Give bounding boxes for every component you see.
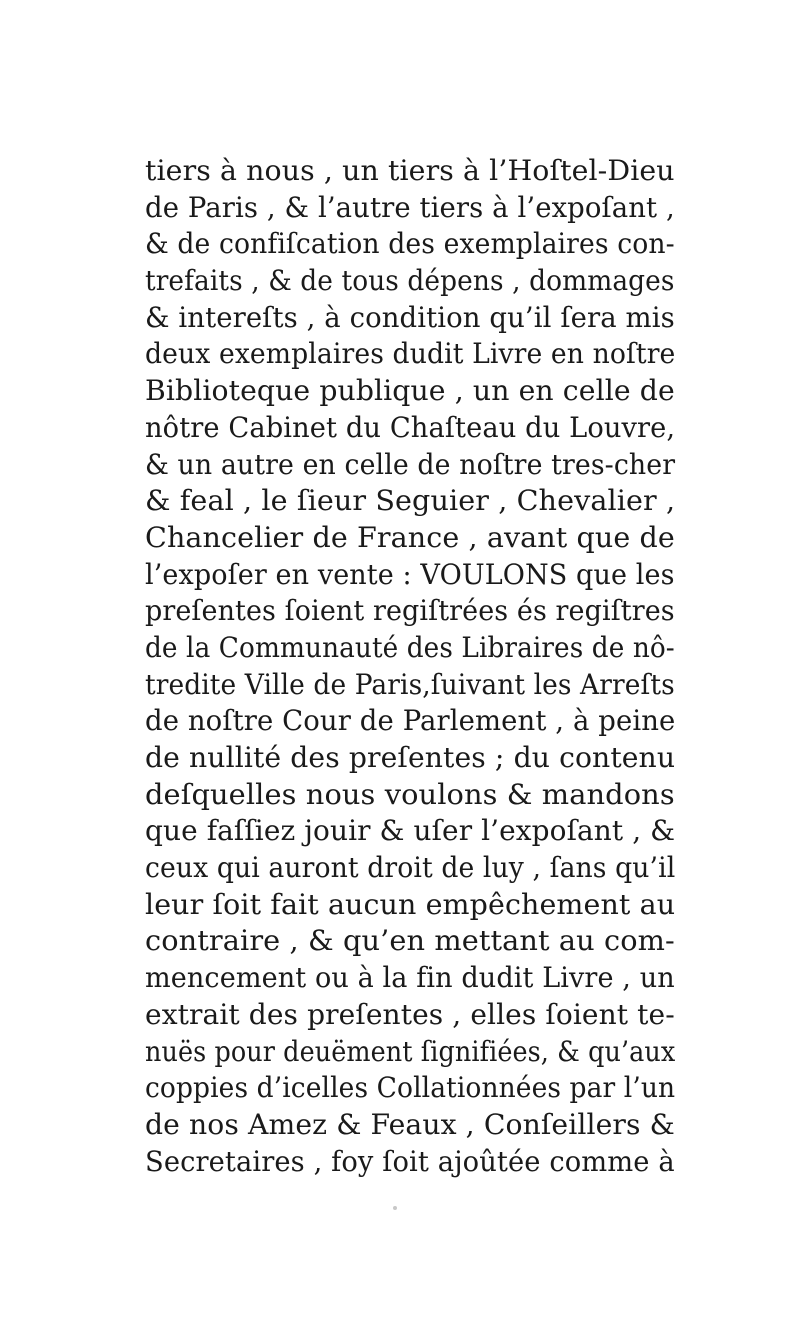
text-line: de noſtre Cour de Parlement , à peine <box>145 704 676 738</box>
text-line: coppies d’icelles Collationnées par l’un <box>145 1071 676 1105</box>
text-line: l’expoſer en vente : VOULONS que les <box>145 557 675 591</box>
ink-speck <box>393 1206 397 1210</box>
text-line: mencement ou à la fin dudit Livre , un <box>145 961 675 995</box>
text-line: & un autre en celle de noſtre tres-cher <box>145 447 676 481</box>
text-line: & de confiſcation des exemplaires con- <box>145 227 675 261</box>
text-line: ceux qui auront droit de luy , ſans qu’il <box>145 851 676 885</box>
text-line: tredite Ville de Paris,ſuivant les Arreſts <box>145 667 675 701</box>
body-text <box>145 153 675 1180</box>
text-line: de Paris , & l’autre tiers à l’expoſant , <box>145 190 675 224</box>
text-line: extrait des preſentes , elles ſoient te- <box>145 997 675 1031</box>
text-line: nôtre Cabinet du Chaſteau du Louvre, <box>145 410 676 444</box>
text-line: de nos Amez & Feaux , Conſeillers & <box>145 1107 675 1141</box>
text-line: de la Communauté des Libraires de nô- <box>145 630 675 664</box>
text-line: & intereſts , à condition qu’il ſera mis <box>145 300 675 334</box>
text-line: & feal , le ſieur Seguier , Chevalier , <box>145 484 676 518</box>
text-line: Secretaires , foy ſoit ajoûtée comme à <box>145 1144 675 1178</box>
text-line: preſentes ſoient regiſtrées és regiſtres <box>145 594 675 628</box>
text-line: nuës pour deuëment ſignifiées, & qu’aux <box>145 1034 676 1068</box>
text-line: tiers à nous , un tiers à l’Hoſtel-Dieu <box>145 154 675 187</box>
text-line: que faſſiez jouir & uſer l’expoſant , & <box>145 814 676 848</box>
text-line: deſquelles nous voulons & mandons <box>145 777 675 811</box>
text-line: Chancelier de France , avant que de <box>145 520 675 554</box>
text-line: trefaits , & de tous dépens , dommages <box>145 264 675 298</box>
text-line: leur ſoit fait aucun empêchement au <box>145 887 676 921</box>
text-line: de nullité des preſentes ; du contenu <box>145 741 676 774</box>
text-line: deux exemplaires dudit Livre en noſtre <box>145 337 676 371</box>
text-line: Biblioteque publique , un en celle de <box>145 374 675 408</box>
text-line: contraire , & qu’en mettant au com- <box>145 924 675 958</box>
